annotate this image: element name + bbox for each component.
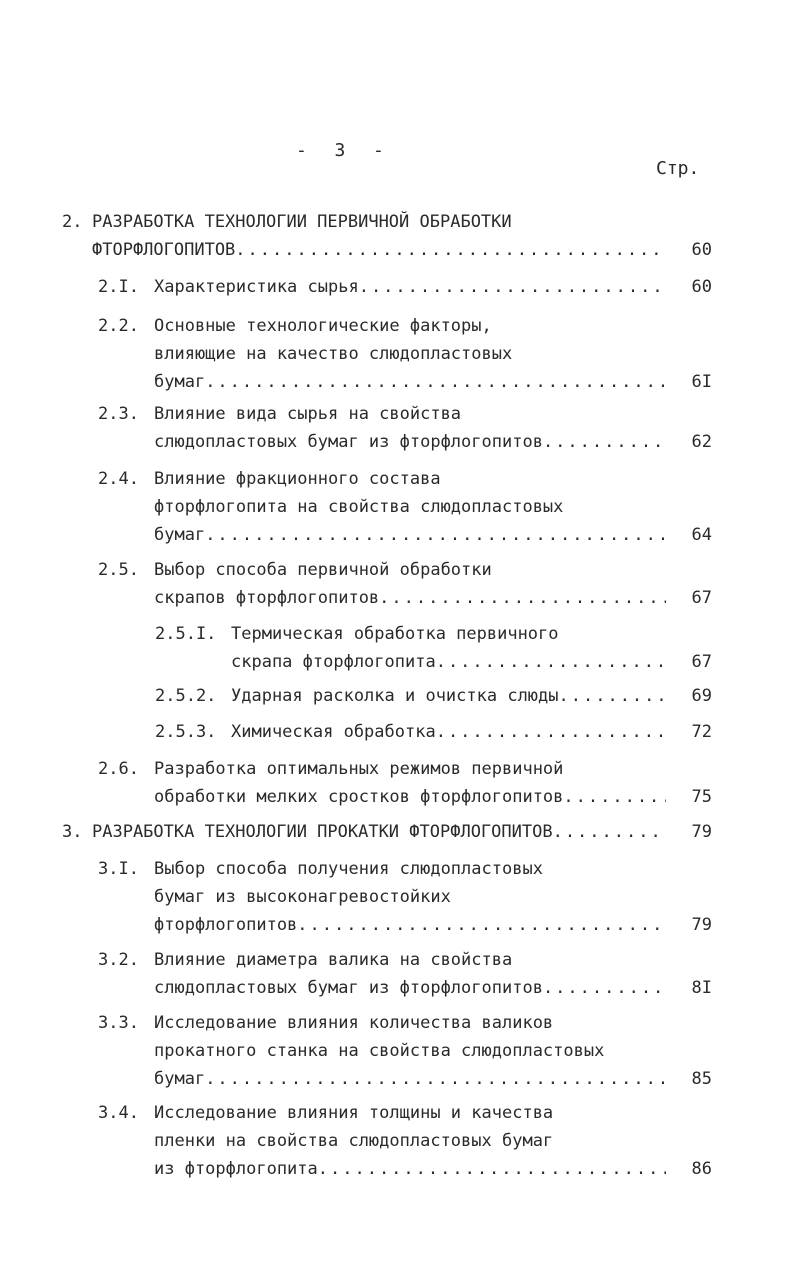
leader-dots	[543, 428, 666, 456]
toc-entry	[62, 818, 712, 846]
page-column-heading: Стр.	[656, 158, 700, 179]
toc-entry-page: 72	[691, 722, 712, 742]
toc-entry	[98, 556, 712, 612]
toc-entry-title-line: Ударная расколка и очистка слюды	[231, 686, 559, 706]
toc-entry-number: 3.	[62, 822, 83, 842]
leader-dots	[379, 584, 666, 612]
toc-entry	[155, 620, 712, 676]
toc-entry-title-line: РАЗРАБОТКА ТЕХНОЛОГИИ ПРОКАТКИ ФТОРФЛОГОПИТОВ	[92, 822, 553, 842]
toc-entry-number: 2.3.	[98, 404, 139, 424]
leader-dots	[297, 911, 666, 939]
toc-entry-title-line: РАЗРАБОТКА ТЕХНОЛОГИИ ПЕРВИЧНОЙ ОБРАБОТКИ	[92, 212, 512, 232]
toc-entry	[98, 312, 712, 396]
toc-entry	[155, 718, 712, 746]
toc-entry	[98, 855, 712, 939]
page-number: - 3 -	[296, 140, 386, 161]
leader-dots	[553, 818, 666, 846]
toc-entry-number: 3.3.	[98, 1013, 139, 1033]
toc-entry-number: 3.4.	[98, 1103, 139, 1123]
leader-dots	[436, 648, 666, 676]
leader-dots	[318, 1155, 666, 1183]
toc-entry-title-line: Влияние фракционного состава	[154, 469, 441, 489]
toc-entry-number: 2.I.	[98, 277, 139, 297]
toc-entry-page: 75	[691, 787, 712, 807]
toc-entry	[98, 755, 712, 811]
toc-entry-number: 2.4.	[98, 469, 139, 489]
toc-entry-page: 6I	[691, 372, 712, 392]
toc-entry	[155, 682, 712, 710]
toc-entry-page: 69	[691, 686, 712, 706]
toc-entry-number: 3.I.	[98, 859, 139, 879]
toc-entry-number: 2.5.I.	[155, 624, 217, 644]
toc-entry	[62, 208, 712, 264]
toc-entry-title-line: Выбор способа получения слюдопластовых	[154, 859, 543, 879]
toc-entry-title-line: Влияние вида сырья на свойства	[154, 404, 462, 424]
leader-dots	[436, 718, 666, 746]
toc-entry-title-line: слюдопластовых бумаг из фторфлогопитов	[154, 432, 543, 452]
toc-entry-title-line: Разработка оптимальных режимов первичной	[154, 759, 564, 779]
toc-entry-page: 86	[691, 1159, 712, 1179]
toc-entry-title-line: фторфлогопитов	[154, 915, 298, 935]
toc-entry-title-line: ФТОРФЛОГОПИТОВ	[92, 240, 236, 260]
toc-entry	[98, 946, 712, 1002]
toc-entry-number: 2.5.	[98, 560, 139, 580]
toc-entry-title-line: обработки мелких сростков фторфлогопитов	[154, 787, 564, 807]
toc-entry-page: 8I	[691, 978, 712, 998]
leader-dots	[205, 521, 666, 549]
toc-entry-title-line: бумаг	[154, 1069, 206, 1089]
toc-entry-title-line: прокатного станка на свойства слюдопластовых	[154, 1041, 605, 1061]
toc-entry-title-line: влияющие на качество слюдопластовых	[154, 344, 513, 364]
leader-dots	[543, 974, 666, 1002]
toc-entry-page: 60	[691, 240, 712, 260]
toc-entry-page: 60	[691, 277, 712, 297]
toc-entry-number: 2.5.3.	[155, 722, 217, 742]
toc-entry-title-line: Исследование влияния толщины и качества	[154, 1103, 554, 1123]
leader-dots	[559, 682, 666, 710]
toc-entry-page: 67	[691, 652, 712, 672]
toc-entry-title-line: пленки на свойства слюдопластовых бумаг	[154, 1131, 554, 1151]
toc-entry-title-line: Характеристика сырья	[154, 277, 359, 297]
toc-entry-page: 62	[691, 432, 712, 452]
toc-entry-title-line: скрапов фторфлогопитов	[154, 588, 380, 608]
toc-entry-number: 2.	[62, 212, 83, 232]
toc-entry-page: 79	[691, 915, 712, 935]
toc-entry-number: 2.6.	[98, 759, 139, 779]
toc-entry-number: 3.2.	[98, 950, 139, 970]
toc-entry-title-line: Основные технологические факторы,	[154, 316, 492, 336]
toc-entry-page: 67	[691, 588, 712, 608]
leader-dots	[205, 368, 666, 396]
toc-entry-number: 2.2.	[98, 316, 139, 336]
toc-entry-title-line: бумаг	[154, 525, 206, 545]
toc-entry-title-line: слюдопластовых бумаг из фторфлогопитов	[154, 978, 543, 998]
toc-entry-number: 2.5.2.	[155, 686, 217, 706]
toc-entry-title-line: скрапа фторфлогопита	[231, 652, 436, 672]
toc-entry	[98, 400, 712, 456]
leader-dots	[235, 236, 666, 264]
toc-entry-title-line: Исследование влияния количества валиков	[154, 1013, 554, 1033]
toc-entry	[98, 273, 712, 301]
leader-dots	[205, 1065, 666, 1093]
toc-entry	[98, 465, 712, 549]
toc-entry-title-line: Выбор способа первичной обработки	[154, 560, 492, 580]
toc-entry	[98, 1009, 712, 1093]
leader-dots	[359, 273, 666, 301]
toc-entry-title-line: фторфлогопита на свойства слюдопластовых	[154, 497, 564, 517]
toc-entry-title-line: бумаг из высоконагревостойких	[154, 887, 451, 907]
toc-entry-title-line: Химическая обработка	[231, 722, 436, 742]
leader-dots	[563, 783, 666, 811]
toc-entry-page: 85	[691, 1069, 712, 1089]
toc-entry-title-line: из фторфлогопита	[154, 1159, 318, 1179]
toc-entry-title-line: Влияние диаметра валика на свойства	[154, 950, 513, 970]
toc-entry-title-line: Термическая обработка первичного	[231, 624, 559, 644]
toc-entry-page: 79	[691, 822, 712, 842]
toc-entry-page: 64	[691, 525, 712, 545]
toc-entry-title-line: бумаг	[154, 372, 206, 392]
toc-entry	[98, 1099, 712, 1183]
